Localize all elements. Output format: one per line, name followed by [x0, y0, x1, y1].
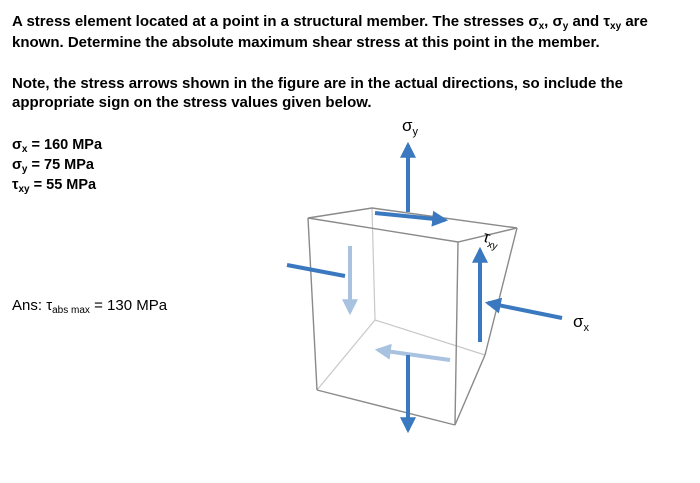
- and-text: and: [568, 13, 604, 30]
- back-arrows: [350, 246, 450, 360]
- value-symbol: τ: [12, 177, 19, 193]
- sigma-x-arrow-in: [488, 303, 562, 318]
- subscript-xy: xy: [610, 21, 622, 32]
- answer-value: = 130 MPa: [89, 297, 168, 314]
- comma: ,: [544, 13, 549, 30]
- subscript-y: y: [562, 21, 569, 32]
- cube-edge: [317, 390, 455, 425]
- cube-hidden-edges: [317, 208, 485, 390]
- value-symbol: σ: [12, 137, 22, 153]
- note-line-1: Note, the stress arrows shown in the figure are in the actual directions, so include the: [12, 75, 623, 92]
- value-sub: y: [21, 164, 28, 175]
- are-text: are: [621, 13, 648, 30]
- sigma-symbol: σ: [552, 13, 563, 30]
- answer-symbol: τ: [46, 297, 53, 314]
- sigma-symbol: σ: [528, 13, 539, 30]
- back-shear-arrow-left: [378, 350, 450, 360]
- subscript-x: x: [538, 21, 545, 32]
- answer-prefix: Ans:: [12, 297, 47, 314]
- sigma-y-label: $\sigma_y$: [402, 116, 418, 138]
- cube-edge: [455, 242, 458, 425]
- sigma-x-label: $\sigma_x$: [573, 312, 589, 334]
- cube-edge: [455, 355, 485, 425]
- tau-xy-label: $\tau_{xy}$: [480, 228, 499, 253]
- value-text: = 75 MPa: [27, 157, 94, 173]
- hidden-edge: [375, 320, 485, 355]
- value-sub: xy: [18, 184, 30, 195]
- sigma-x-left-line: [287, 265, 345, 276]
- value-symbol: σ: [12, 157, 22, 173]
- problem-text: A stress element located at a point in a structural member. The stresses: [12, 13, 529, 30]
- front-arrows: [287, 145, 562, 430]
- answer-sub: abs max: [52, 305, 90, 316]
- cube-edge: [308, 218, 317, 390]
- value-text: = 55 MPa: [29, 177, 97, 193]
- hidden-edge: [372, 208, 375, 320]
- value-text: = 160 MPa: [27, 137, 103, 153]
- tau-symbol: τ: [603, 13, 611, 30]
- hidden-edge: [317, 320, 375, 390]
- note-line-2: appropriate sign on the stress values given below.: [12, 94, 372, 111]
- value-sub: x: [21, 144, 28, 155]
- problem-line-2: known. Determine the absolute maximum shear stress at this point in the member.: [12, 34, 600, 51]
